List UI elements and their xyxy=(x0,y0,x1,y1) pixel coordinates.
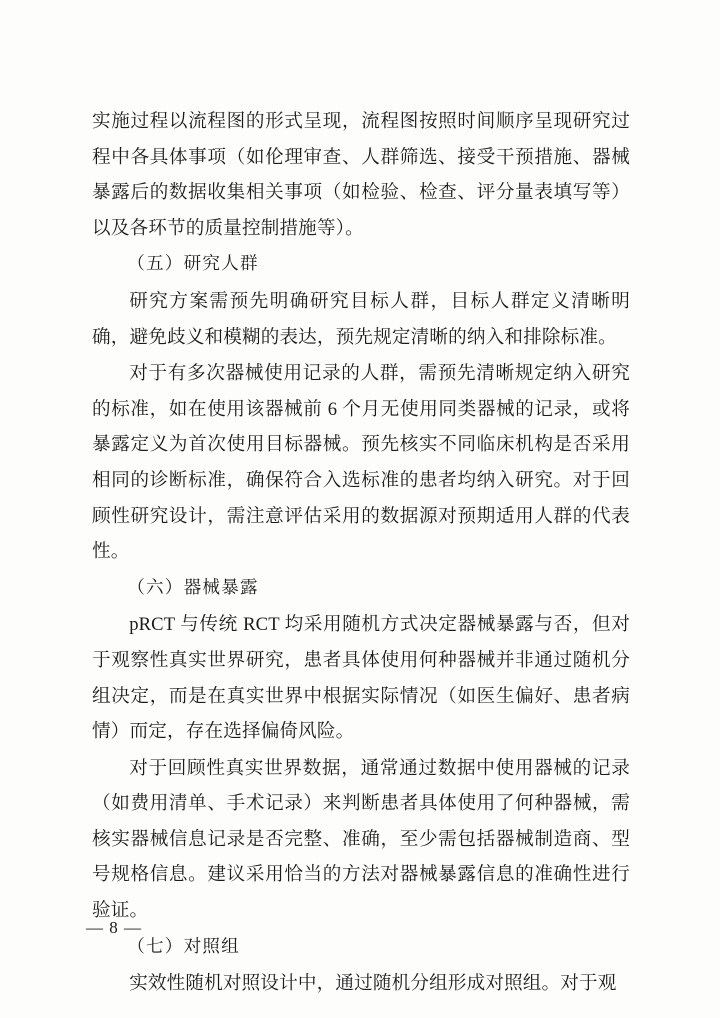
paragraph-flowchart: 实施过程以流程图的形式呈现，流程图按照时间顺序呈现研究过程中各具体事项（如伦理审查、人群筛选、接受干预措施、器械暴露后的数据收集相关事项（如检验、检查、评分量表填写等）以及各环节的质量控制措施等）。 xyxy=(92,111,630,239)
paragraph-control-1: 实效性随机对照设计中，通过随机分组形成对照组。对于观 xyxy=(129,973,617,995)
page-footer xyxy=(86,918,646,938)
heading-study-population: （五）研究人群 xyxy=(127,254,259,275)
paragraph-population-2: 对于有多次器械使用记录的人群，需预先清晰规定纳入研究的标准，如在使用该器械前 6 个月无使用同类器械的记录，或将暴露定义为首次使用目标器械。预先核实不同临床机构是否采用相同的诊断标准，确保符合入选标准的患者均纳入研究。对于回顾性研究设计，需注意评估采用的数据源对预期适用人群的代表性。 xyxy=(92,363,630,563)
paragraph-population-1: 研究方案需预先明确研究目标人群，目标人群定义清晰明确，避免歧义和模糊的表达，预先规定清晰的纳入和排除标准。 xyxy=(92,290,630,348)
heading-control-group: （七）对照组 xyxy=(127,936,240,957)
paragraph-exposure-2: 对于回顾性真实世界数据，通常通过数据中使用器械的记录（如费用清单、手术记录）来判断患者具体使用了何种器械，需核实器械信息记录是否完整、准确，至少需包括器械制造商、型号规格信息。建议采用恰当的方法对器械暴露信息的准确性进行验证。 xyxy=(92,757,630,922)
page-number: — 8 — xyxy=(86,918,142,937)
paragraph-exposure-1: pRCT 与传统 RCT 均采用随机方式决定器械暴露与否，但对于观察性真实世界研究，患者具体使用何种器械并非通过随机分组决定，而是在真实世界中根据实际情况（如医生偏好、患者病情）而定，存在选择偏倚风险。 xyxy=(92,614,630,743)
page-body xyxy=(92,104,630,1003)
heading-device-exposure: （六）器械暴露 xyxy=(127,577,259,598)
